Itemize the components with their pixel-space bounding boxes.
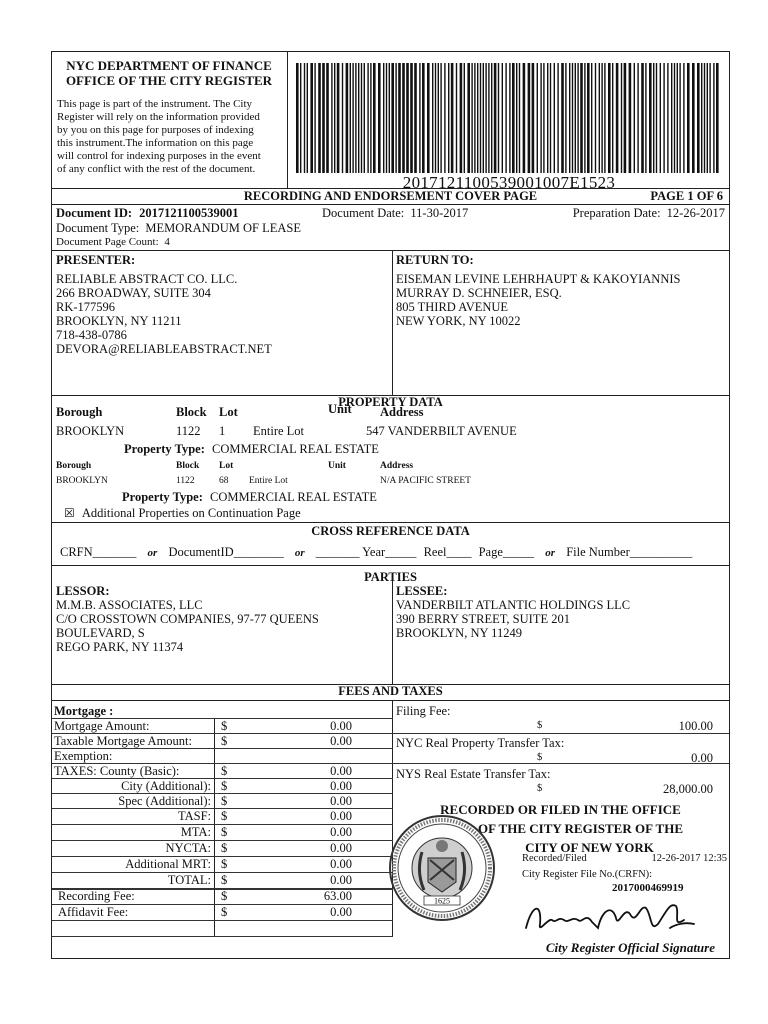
col-block: Block [176,405,207,419]
fee-row-value: 0.00 [330,905,352,919]
presenter-line: RELIABLE ABSTRACT CO. LLC. [56,272,238,286]
barcode-bar [505,63,506,173]
barcode-bar [572,63,573,173]
property-1-type: COMMERCIAL REAL ESTATE [212,442,379,456]
document-date-line [322,206,468,220]
page-count-label: Document Page Count: [56,236,159,248]
barcode-bar [398,63,401,173]
document-id: 2017121100539001 [139,206,239,220]
barcode-bar [331,63,332,173]
barcode-bar [456,63,457,173]
barcode-bar [346,63,349,173]
fee-row-value: 0.00 [330,841,352,855]
barcode-bar [389,63,390,173]
barcode-bar [554,63,555,173]
signature-caption: City Register Official Signature [545,940,715,955]
col-unit: Unit [328,461,346,471]
or-separator: or [545,547,556,559]
barcode-bar [701,63,702,173]
crfn-number: 2017000469919 [612,882,684,894]
col-block: Block [176,461,200,471]
nyc-transfer-tax-value: 0.00 [691,751,713,765]
fee-row-label: Affidavit Fee: [58,905,129,919]
barcode-bar [697,63,700,173]
barcode-bar [656,63,657,173]
barcode-bar [314,63,315,173]
department-name: NYC DEPARTMENT OF FINANCE [66,58,272,73]
barcode-bar [414,63,417,173]
property-2-lot: 68 [219,476,229,486]
fee-row-value: 63.00 [323,889,352,903]
or-separator: or [147,547,158,559]
property-1-lot: 1 [219,424,226,438]
fee-row-currency: $ [221,794,228,808]
return-to-line: 805 THIRD AVENUE [396,300,509,314]
fee-row-label: MTA: [180,825,211,839]
barcode-bar [460,63,463,173]
barcode-bar [543,63,544,173]
nys-transfer-tax-currency: $ [537,783,543,794]
barcode-bar [683,63,684,173]
barcode-bar [435,63,436,173]
page-count-line [56,236,170,249]
page-count: 4 [164,236,170,248]
barcode-bar [532,63,535,173]
indexing-notice [57,98,287,176]
mortgage-label: Mortgage : [54,704,114,718]
nys-transfer-tax-value: 28,000.00 [663,782,713,796]
barcode-bar [663,63,664,173]
barcode-bar [621,63,622,173]
lessor-line: BOULEVARD, S [56,626,145,640]
barcode-bar [438,63,439,173]
barcode-bar [488,63,489,173]
fee-row-value: 0.00 [330,809,352,823]
preparation-date-label: Preparation Date: [572,206,661,220]
barcode-bar [641,63,644,173]
presenter-line: RK-177596 [56,300,116,314]
nyc-transfer-tax-currency: $ [537,752,543,763]
barcode-bar [502,63,503,173]
lessor-label: LESSOR: [56,584,110,598]
barcode-bar [565,63,566,173]
barcode-bar [358,63,359,173]
presenter-line: BROOKLYN, NY 11211 [56,314,182,328]
presenter-line: DEVORA@RELIABLEABSTRACT.NET [56,342,272,356]
parties-title: PARTIES [364,570,417,584]
crfn-field: CRFN_______ [60,545,137,559]
recorded-filed-label: Recorded/Filed [522,853,587,864]
barcode-bar [575,63,576,173]
document-date: 11-30-2017 [410,206,469,220]
lessee-line: BROOKLYN, NY 11249 [396,626,522,640]
barcode-bar [310,63,313,173]
barcode-bar [370,63,371,173]
fee-row-value: 0.00 [330,825,352,839]
fee-row-value: 0.00 [330,734,352,748]
fee-row-currency: $ [221,873,228,887]
lessor-line: C/O CROSSTOWN COMPANIES, 97-77 QUEENS [56,612,319,626]
barcode-bar [480,63,481,173]
fee-row-value: 0.00 [330,719,352,733]
cross-reference-line [60,545,725,560]
presenter-line: 718-438-0786 [56,328,127,342]
barcode-bar [569,63,570,173]
official-signature [520,894,700,940]
barcode-bar [599,63,600,173]
return-to-block [396,253,726,328]
barcode-bar [713,63,714,173]
barcode-bar [601,63,602,173]
department-heading [52,58,286,88]
barcode-bar [550,63,551,173]
lessor-line: M.M.B. ASSOCIATES, LLC [56,598,203,612]
cross-reference-title: CROSS REFERENCE DATA [311,524,470,538]
seal-year: 1625 [434,896,450,906]
barcode-bar [667,63,668,173]
barcode-bar [491,63,492,173]
property-2-type: COMMERCIAL REAL ESTATE [210,490,377,504]
fee-row-label: Taxable Mortgage Amount: [54,734,192,748]
barcode-bar [584,63,585,173]
col-lot: Lot [219,405,238,419]
property-1-type-line [124,442,379,456]
barcode-bar [474,63,475,173]
recorded-filed-date: 12-26-2017 12:35 [651,853,727,864]
fee-row-currency: $ [221,889,228,903]
fee-row-label: Recording Fee: [58,889,135,903]
lessee-label: LESSEE: [396,584,448,598]
barcode-bar [624,63,627,173]
recorded-line: CITY OF NEW YORK [525,840,654,855]
nys-transfer-tax-label: NYS Real Estate Transfer Tax: [396,767,551,781]
fee-row-label: Additional MRT: [125,857,211,871]
col-borough: Borough [56,405,103,419]
barcode-bar [364,63,365,173]
barcode-bar [612,63,613,173]
file-number-field: File Number__________ [566,545,693,559]
barcode-bar [716,63,719,173]
fee-row-label: TOTAL: [167,873,211,887]
barcode-bar [406,63,409,173]
barcode-bar [337,63,340,173]
col-borough: Borough [56,461,92,471]
barcode-bar [528,63,531,173]
lessor-block [56,584,391,654]
barcode-bar [494,63,497,173]
page-count-badge: PAGE 1 OF 6 [650,189,723,203]
barcode-bar [540,63,541,173]
fee-row-label: Mortgage Amount: [54,719,150,733]
filing-fee-label: Filing Fee: [396,704,451,718]
barcode-bar [557,63,558,173]
fee-row-value: 0.00 [330,873,352,887]
barcode-bar [604,63,605,173]
presenter-label: PRESENTER: [56,253,136,267]
fee-row-label: TAXES: County (Basic): [54,764,180,778]
barcode-bar [516,63,517,173]
property-type-label: Property Type: [122,490,203,504]
barcode-bar [485,63,486,173]
barcode-bar [629,63,632,173]
barcode-bar [422,63,425,173]
barcode-bar [660,63,661,173]
barcode-bar [304,63,305,173]
barcode-bar [634,63,635,173]
cover-title: RECORDING AND ENDORSEMENT COVER PAGE [243,189,538,203]
nyc-transfer-tax-label: NYC Real Property Transfer Tax: [396,736,565,750]
barcode-bar [395,63,396,173]
additional-properties-label: Additional Properties on Continuation Page [81,506,301,520]
barcode-bar [444,63,445,173]
barcode-bar [674,63,675,173]
recorded-line: RECORDED OR FILED IN THE OFFICE [440,802,681,817]
barcode-bar [709,63,710,173]
document-type: MEMORANDUM OF LEASE [145,221,301,235]
fee-row-label: TASF: [177,809,211,823]
barcode-bar [653,63,654,173]
barcode-bar [577,63,578,173]
fee-row-currency: $ [221,809,228,823]
notice-line: of any conflict with the rest of the document. [57,163,256,175]
property-2-borough: BROOKLYN [56,476,108,486]
fee-row-label: Spec (Additional): [118,794,211,808]
property-2-address: N/A PACIFIC STREET [380,476,471,486]
barcode-bar [547,63,548,173]
barcode-bar [498,63,499,173]
barcode-bar [608,63,611,173]
recorded-line: OF THE CITY REGISTER OF THE [477,821,684,836]
fees-and-taxes-title: FEES AND TAXES [338,684,443,698]
barcode-bar [334,63,335,173]
fee-row-currency: $ [221,719,228,733]
return-to-label: RETURN TO: [396,253,474,267]
property-1-address: 547 VANDERBILT AVENUE [366,424,517,438]
barcode-bar [616,63,619,173]
col-unit: Unit [328,402,352,416]
barcode-bar [671,63,672,173]
document-id-field: DocumentID________ [168,545,284,559]
barcode-bar [350,63,351,173]
document-id-label: Document ID: [56,206,133,220]
barcode-bar [448,63,449,173]
fee-row-label: City (Additional): [121,779,211,793]
return-to-line: EISEMAN LEVINE LEHRHAUPT & KAKOYIANNIS [396,272,681,286]
return-to-line: NEW YORK, NY 10022 [396,314,521,328]
barcode-bar [637,63,638,173]
barcode-bar [649,63,652,173]
barcode-bar [300,63,301,173]
property-1-borough: BROOKLYN [56,424,125,438]
lessee-line: 390 BERRY STREET, SUITE 201 [396,612,570,626]
col-address: Address [380,461,414,471]
fee-row-currency: $ [221,779,228,793]
preparation-date: 12-26-2017 [666,206,725,220]
additional-properties-line [64,506,301,520]
barcode-bar [677,63,678,173]
fee-row-value: 0.00 [330,764,352,778]
property-2-entire-lot: Entire Lot [249,476,288,486]
document-id-line [56,206,238,220]
notice-line: Register will rely on the information provided [57,111,260,123]
property-type-label: Property Type: [124,442,205,456]
barcode-bar [432,63,433,173]
fee-row-value: 0.00 [330,779,352,793]
barcode-bar [471,63,472,173]
barcode-bar [383,63,384,173]
barcode-number: 2017121100539001007E1523 [402,173,616,192]
fee-row-currency: $ [221,841,228,855]
notice-line: will control for indexing purposes in the event [57,150,261,162]
fee-row-label: Exemption: [54,749,113,763]
document-type-label: Document Type: [56,221,140,235]
barcode-bar [512,63,515,173]
filing-fee-value: 100.00 [678,719,713,733]
return-to-line: MURRAY D. SCHNEIER, ESQ. [396,286,562,300]
or-separator: or [294,547,305,559]
barcode-bar [679,63,680,173]
barcode-bar [451,63,454,173]
reel-field: Reel____ [423,545,472,559]
property-1-block: 1122 [176,424,201,438]
notice-line: by you on this page for purposes of indexing [57,124,254,136]
fee-row-value: 0.00 [330,857,352,871]
barcode-bar [687,63,690,173]
crfn-label: City Register File No.(CRFN): [522,869,653,880]
barcode-bar [378,63,381,173]
barcode-bar [355,63,356,173]
preparation-date-line [573,206,725,220]
barcode-bar [561,63,564,173]
fee-row-currency: $ [221,764,228,778]
barcode-bar [483,63,484,173]
recorded-filed-line [522,853,727,865]
barcode-bar [467,63,470,173]
fee-row-value: 0.00 [330,794,352,808]
barcode-bar [386,63,387,173]
lessor-line: REGO PARK, NY 11374 [56,640,184,654]
fee-row-currency: $ [221,857,228,871]
page-field: Page_____ [478,545,535,559]
checkbox-checked-icon[interactable]: ☒ [64,506,75,520]
barcode-bar [367,63,368,173]
filing-fee-currency: $ [537,720,543,731]
barcode-bar [402,63,405,173]
barcode-bar [464,63,465,173]
lessee-block [396,584,726,640]
fee-row-label: NYCTA: [165,841,211,855]
barcode-bar [342,63,343,173]
presenter-line: 266 BROADWAY, SUITE 304 [56,286,211,300]
property-data-title: PROPERTY DATA [338,395,443,409]
barcode-bar [427,63,430,173]
document-date-label: Document Date: [322,206,405,220]
barcode-bar [373,63,376,173]
barcode-bar [587,63,590,173]
barcode-bar [509,63,510,173]
barcode-bar [537,63,538,173]
fee-row-currency: $ [221,825,228,839]
notice-line: this instrument.The information on this page [57,137,254,149]
barcode-bar [391,63,394,173]
property-2-block: 1122 [176,476,195,486]
barcode-bar [580,63,583,173]
barcode-bar [477,63,478,173]
barcode-bar [361,63,362,173]
barcode-bar [595,63,596,173]
barcode-bar [322,63,325,173]
col-lot: Lot [219,461,234,471]
fee-row-currency: $ [221,905,228,919]
col-address: Address [380,405,424,419]
barcode-bar [410,63,413,173]
presenter-block [56,253,386,356]
barcode-bar [692,63,695,173]
barcode-bar [645,63,646,173]
barcode-bar [591,63,592,173]
barcode-bar [307,63,308,173]
barcode-bar [419,63,420,173]
barcode-bar [704,63,705,173]
barcode-bar [519,63,520,173]
fee-row-currency: $ [221,734,228,748]
barcode-bar [440,63,441,173]
barcode-bar [352,63,353,173]
barcode-bar [296,63,299,173]
city-seal-icon [386,812,498,924]
office-name: OFFICE OF THE CITY REGISTER [65,73,273,88]
document-type-line [56,221,301,235]
barcode-bar [326,63,329,173]
property-2-type-line [122,490,377,504]
barcode-bar [318,63,321,173]
lessee-line: VANDERBILT ATLANTIC HOLDINGS LLC [396,598,631,612]
barcode-bar [523,63,526,173]
recording-cover-page [51,51,730,959]
document-barcode [296,63,720,173]
notice-line: This page is part of the instrument. The City [57,98,253,110]
year-field: _______ Year_____ [315,545,417,559]
property-1-entire-lot: Entire Lot [253,424,305,438]
barcode-bar [707,63,708,173]
